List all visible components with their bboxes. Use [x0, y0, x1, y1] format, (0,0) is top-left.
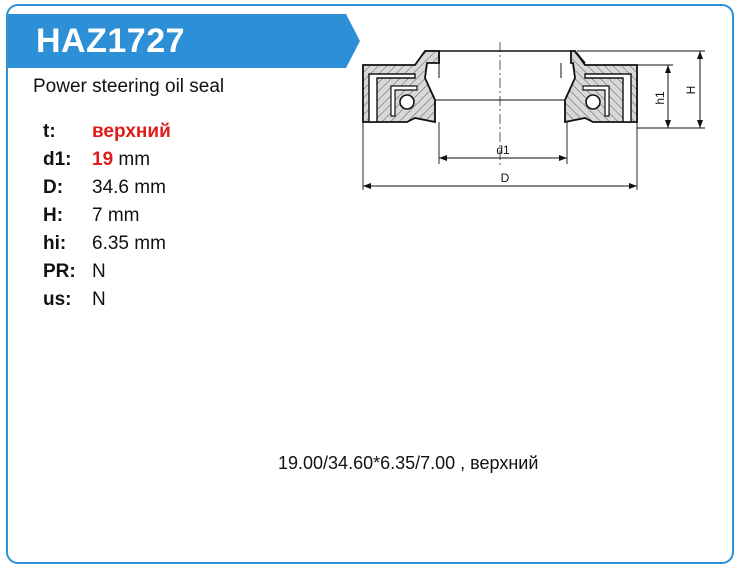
spec-value: верхний [92, 121, 171, 142]
spec-label: d1: [43, 149, 72, 170]
spec-value: 7 mm [92, 205, 140, 226]
part-code: HAZ1727 [36, 22, 186, 60]
seal-left-half [363, 51, 439, 122]
h1-label: h1 [653, 91, 667, 105]
spec-label: PR: [43, 261, 76, 282]
part-description: Power steering oil seal [33, 76, 225, 97]
h1-dimension [653, 65, 671, 128]
size-summary: 19.00/34.60*6.35/7.00 , верхний [278, 453, 539, 473]
seal-right-half [565, 51, 637, 122]
title-banner [6, 14, 360, 68]
seal-cross-section-drawing [355, 38, 715, 198]
D-dimension [363, 171, 637, 189]
spec-value: 6.35 mm [92, 233, 166, 254]
spec-value: N [92, 261, 106, 282]
spec-value: N [92, 289, 106, 310]
H-dimension [684, 51, 703, 128]
top-outline [425, 51, 585, 63]
H-label: H [684, 85, 698, 95]
spec-label: us: [43, 289, 72, 310]
d1-dimension [439, 143, 567, 161]
spec-value: 34.6 mm [92, 177, 166, 198]
D-label: D [500, 171, 510, 185]
spec-label: H: [43, 205, 64, 226]
spec-label: hi: [43, 233, 67, 254]
d1-label: d1 [496, 143, 510, 157]
spec-label: D: [43, 177, 64, 198]
spec-label: t: [43, 121, 56, 142]
spec-value: 19 mm [92, 149, 151, 170]
